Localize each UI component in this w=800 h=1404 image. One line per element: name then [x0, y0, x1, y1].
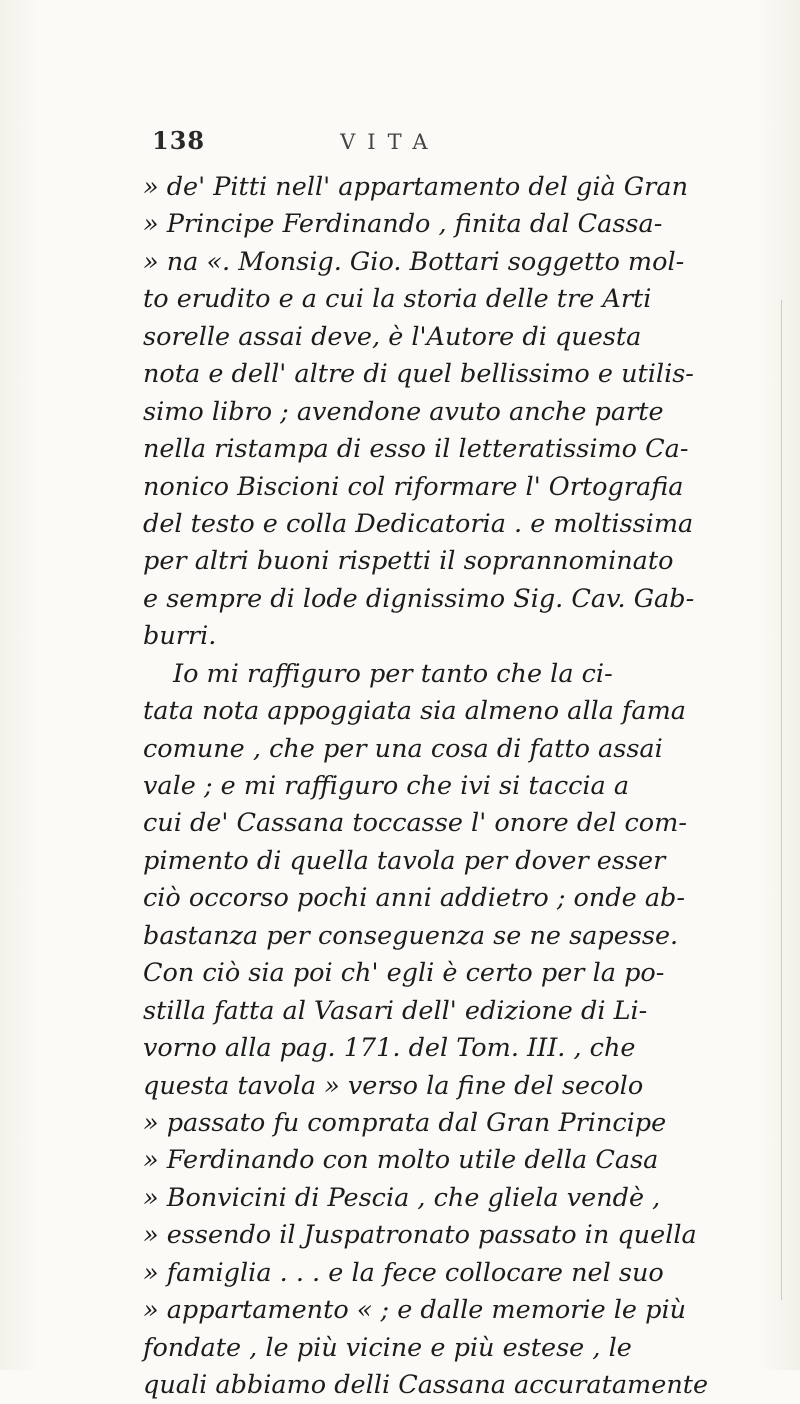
text-line: » de' Pitti nell' appartamento del già Gran [143, 172, 688, 202]
text-line: nonico Biscioni col riformare l' Ortografia [143, 471, 684, 502]
page-header [152, 126, 712, 156]
text-line: » na «. Monsig. Gio. Bottari soggetto mol- [143, 246, 685, 277]
text-line: » famiglia . . . e la fece collocare nel suo [143, 1257, 664, 1288]
page-edge-shadow [781, 300, 782, 1300]
text-line: Con ciò sia poi ch' egli è certo per la po- [143, 958, 665, 989]
text-line: per altri buoni rispetti il soprannominato [143, 546, 674, 577]
text-line: e sempre di lode dignissimo Sig. Cav. Gab- [143, 583, 695, 614]
text-line: » appartamento « ; e dalle memorie le più [143, 1295, 687, 1326]
text-line: cui de' Cassana toccasse l' onore del com- [143, 808, 687, 839]
text-line: » Principe Ferdinando , finita dal Cassa- [143, 209, 663, 240]
text-line: vale ; e mi raffiguro che ivi si taccia a [143, 771, 630, 801]
paragraph-start-line: Io mi raffiguro per tanto che la ci- [173, 658, 613, 689]
page-number: 138 [152, 126, 206, 155]
text-line: bastanza per conseguenza se ne sapesse. [143, 920, 679, 951]
text-line: to erudito e a cui la storia delle tre Arti [143, 284, 652, 315]
text-line: nella ristampa di esso il letteratissimo Ca- [143, 434, 689, 465]
text-line: quali abbiamo delli Cassana accuratamente [143, 1370, 709, 1400]
text-line: del testo e colla Dedicatoria . e moltissima [143, 508, 694, 539]
text-line: fondate , le più vicine e più estese , le [143, 1332, 632, 1363]
text-line: stilla fatta al Vasari dell' edizione di Li- [143, 995, 648, 1026]
text-line: vorno alla pag. 171. del Tom. III. , che [143, 1033, 636, 1064]
text-line: sorelle assai deve, è l'Autore di questa [143, 321, 642, 352]
text-line: ciò occorso pochi anni addietro ; onde ab- [143, 883, 685, 914]
text-line: » passato fu comprata dal Gran Principe [143, 1107, 667, 1138]
text-line: » essendo il Juspatronato passato in quella [143, 1220, 697, 1251]
text-line: » Bonvicini di Pescia , che gliela vendè , [143, 1182, 661, 1213]
text-line: questa tavola » verso la fine del secolo [143, 1070, 644, 1101]
text-line: tata nota appoggiata sia almeno alla fama [143, 696, 687, 727]
text-line: comune , che per una cosa di fatto assai [143, 733, 663, 764]
text-line: simo libro ; avendone avuto anche parte [143, 396, 664, 427]
body-text [143, 169, 763, 1404]
text-line: pimento di quella tavola per dover esser [143, 845, 666, 876]
running-head: VITA [340, 130, 440, 154]
text-line: » Ferdinando con molto utile della Casa [143, 1145, 659, 1176]
text-line: burri. [143, 621, 217, 652]
text-line: nota e dell' altre di quel bellissimo e utilis- [143, 359, 694, 390]
